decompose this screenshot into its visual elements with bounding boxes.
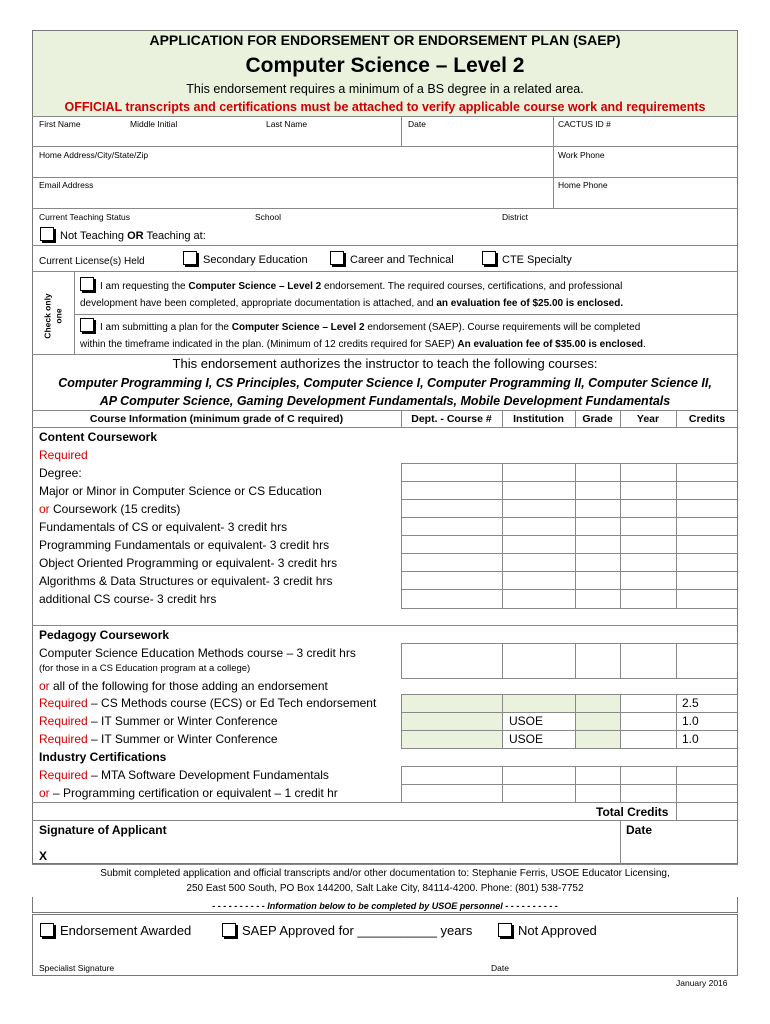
licenses-held-label: Current License(s) Held	[39, 256, 145, 267]
middle-initial-field[interactable]: Middle Initial	[130, 119, 178, 129]
col-credits: Credits	[688, 413, 726, 425]
specialist-signature-field[interactable]: Specialist Signature	[39, 963, 115, 973]
career-tech-option: Career and Technical	[330, 251, 454, 267]
requesting-endorsement-checkbox[interactable]	[80, 277, 94, 291]
secondary-ed-checkbox[interactable]	[183, 251, 197, 265]
cactus-id-field[interactable]: CACTUS ID #	[558, 119, 611, 129]
all-following-row: or all of the following for those adding an endorsement	[39, 679, 328, 693]
not-teaching-checkbox[interactable]	[40, 227, 54, 241]
col-year: Year	[636, 413, 660, 425]
coursework-15-row: or Coursework (15 credits)	[39, 502, 181, 516]
col-grade: Grade	[582, 413, 613, 425]
first-name-field[interactable]: First Name	[39, 119, 81, 129]
option-requesting-endorsement: I am requesting the Computer Science – Level 2 endorsement. The required courses, certifications, and professional development have been completed, appropriate documentation is attached, and an evaluation fee of $25.00 is enclosed.	[80, 277, 732, 312]
authorization-intro: This endorsement authorizes the instructor to teach the following courses:	[172, 356, 598, 371]
required-label: Required	[39, 448, 88, 462]
saep-approved-checkbox[interactable]	[222, 923, 236, 937]
usoe-personnel-note: - - - - - - - - - - Information below to be completed by USOE personnel - - - - - - - - - -	[212, 901, 558, 911]
submit-instructions-1: Submit completed application and official transcripts and/or other documentation to: Stephanie Ferris, USOE Educator Licensing,	[100, 868, 670, 879]
submit-instructions-2: 250 East 500 South, PO Box 144200, Salt Lake City, 84114-4200. Phone: (801) 538-7752	[186, 883, 584, 894]
school-field[interactable]: School	[255, 212, 281, 222]
signature-line-x[interactable]: X	[39, 849, 48, 863]
content-coursework-heading: Content Coursework	[39, 430, 158, 444]
secondary-ed-option: Secondary Education	[183, 251, 308, 267]
major-minor-row: Major or Minor in Computer Science or CS Education	[39, 484, 322, 498]
cs-methods-credits: 2.5	[682, 696, 699, 710]
oop-row: Object Oriented Programming or equivalent- 3 credit hrs	[39, 556, 338, 570]
industry-certs-heading: Industry Certifications	[39, 750, 167, 764]
form-revision-date: January 2016	[676, 978, 728, 988]
home-phone-field[interactable]: Home Phone	[558, 180, 608, 190]
signature-label: Signature of Applicant	[39, 823, 167, 837]
submitting-plan-checkbox[interactable]	[80, 318, 94, 332]
authorized-courses-line1: Computer Programming I, CS Principles, Computer Science I, Computer Programming II, Computer Science II,	[58, 376, 712, 390]
signature-date-label: Date	[626, 823, 653, 837]
programming-fundamentals-row: Programming Fundamentals or equivalent- 3 credit hrs	[39, 538, 330, 552]
cte-specialty-checkbox[interactable]	[482, 251, 496, 265]
not-approved-checkbox[interactable]	[498, 923, 512, 937]
cs-ed-note: (for those in a CS Education program at a college)	[39, 663, 251, 674]
last-name-field[interactable]: Last Name	[266, 119, 308, 129]
cte-specialty-option: CTE Specialty	[482, 251, 572, 267]
col-course-info: Course Information (minimum grade of C required)	[89, 413, 344, 425]
official-transcripts-notice: OFFICIAL transcripts and certifications must be attached to verify applicable course work and requirements	[64, 100, 706, 114]
email-field[interactable]: Email Address	[39, 180, 94, 190]
teaching-status-label: Current Teaching Status	[39, 212, 131, 222]
it-conf-1-institution: USOE	[509, 714, 544, 728]
career-tech-checkbox[interactable]	[330, 251, 344, 265]
programming-cert-row: or – Programming certification or equivalent – 1 credit hr	[39, 786, 338, 800]
home-address-field[interactable]: Home Address/City/State/Zip	[39, 150, 149, 160]
specialist-date-field[interactable]: Date	[491, 963, 509, 973]
pedagogy-heading: Pedagogy Coursework	[39, 628, 170, 642]
cs-ed-methods-row: Computer Science Education Methods course – 3 credit hrs	[39, 646, 356, 660]
total-credits-label: Total Credits	[596, 805, 669, 819]
it-conf-2-institution: USOE	[509, 732, 544, 746]
algorithms-row: Algorithms & Data Structures or equivalent- 3 credit hrs	[39, 574, 333, 588]
degree-requirement: This endorsement requires a minimum of a BS degree in a related area.	[186, 82, 584, 96]
check-only-one-side-label: Check only one	[42, 293, 64, 339]
date-field[interactable]: Date	[408, 119, 426, 129]
endorsement-awarded-checkbox[interactable]	[40, 923, 54, 937]
col-dept-course: Dept. - Course #	[411, 413, 492, 425]
it-conf-1-credits: 1.0	[682, 714, 699, 728]
it-conf-2-credits: 1.0	[682, 732, 699, 746]
endorsement-title: Computer Science – Level 2	[245, 54, 525, 77]
it-conference-row-2: Required – IT Summer or Winter Conference	[39, 732, 278, 746]
degree-row: Degree:	[39, 466, 82, 480]
authorized-courses-line2: AP Computer Science, Gaming Development Fundamentals, Mobile Development Fundamentals	[99, 394, 671, 408]
fundamentals-cs-row: Fundamentals of CS or equivalent- 3 credit hrs	[39, 520, 288, 534]
district-field[interactable]: District	[502, 212, 528, 222]
cs-methods-row: Required – CS Methods course (ECS) or Ed Tech endorsement	[39, 696, 377, 710]
col-institution: Institution	[513, 413, 564, 425]
mta-row: Required – MTA Software Development Fundamentals	[39, 768, 329, 782]
saep-approved-option: SAEP Approved for ___________ years	[222, 922, 472, 940]
form-title: APPLICATION FOR ENDORSEMENT OR ENDORSEMENT PLAN (SAEP)	[149, 32, 621, 48]
not-approved-option: Not Approved	[498, 922, 597, 940]
it-conference-row-1: Required – IT Summer or Winter Conference	[39, 714, 278, 728]
option-submitting-plan: I am submitting a plan for the Computer Science – Level 2 endorsement (SAEP). Course requirements will be completed within the timeframe indicated in the plan. (Minimum of 12 credits required for SAEP) An evaluation fee of $35.00 is enclosed.	[80, 318, 732, 353]
additional-cs-row: additional CS course- 3 credit hrs	[39, 592, 217, 606]
teaching-status-options: Not Teaching OR Teaching at:	[40, 227, 206, 243]
endorsement-awarded-option: Endorsement Awarded	[40, 922, 191, 940]
work-phone-field[interactable]: Work Phone	[558, 150, 605, 160]
